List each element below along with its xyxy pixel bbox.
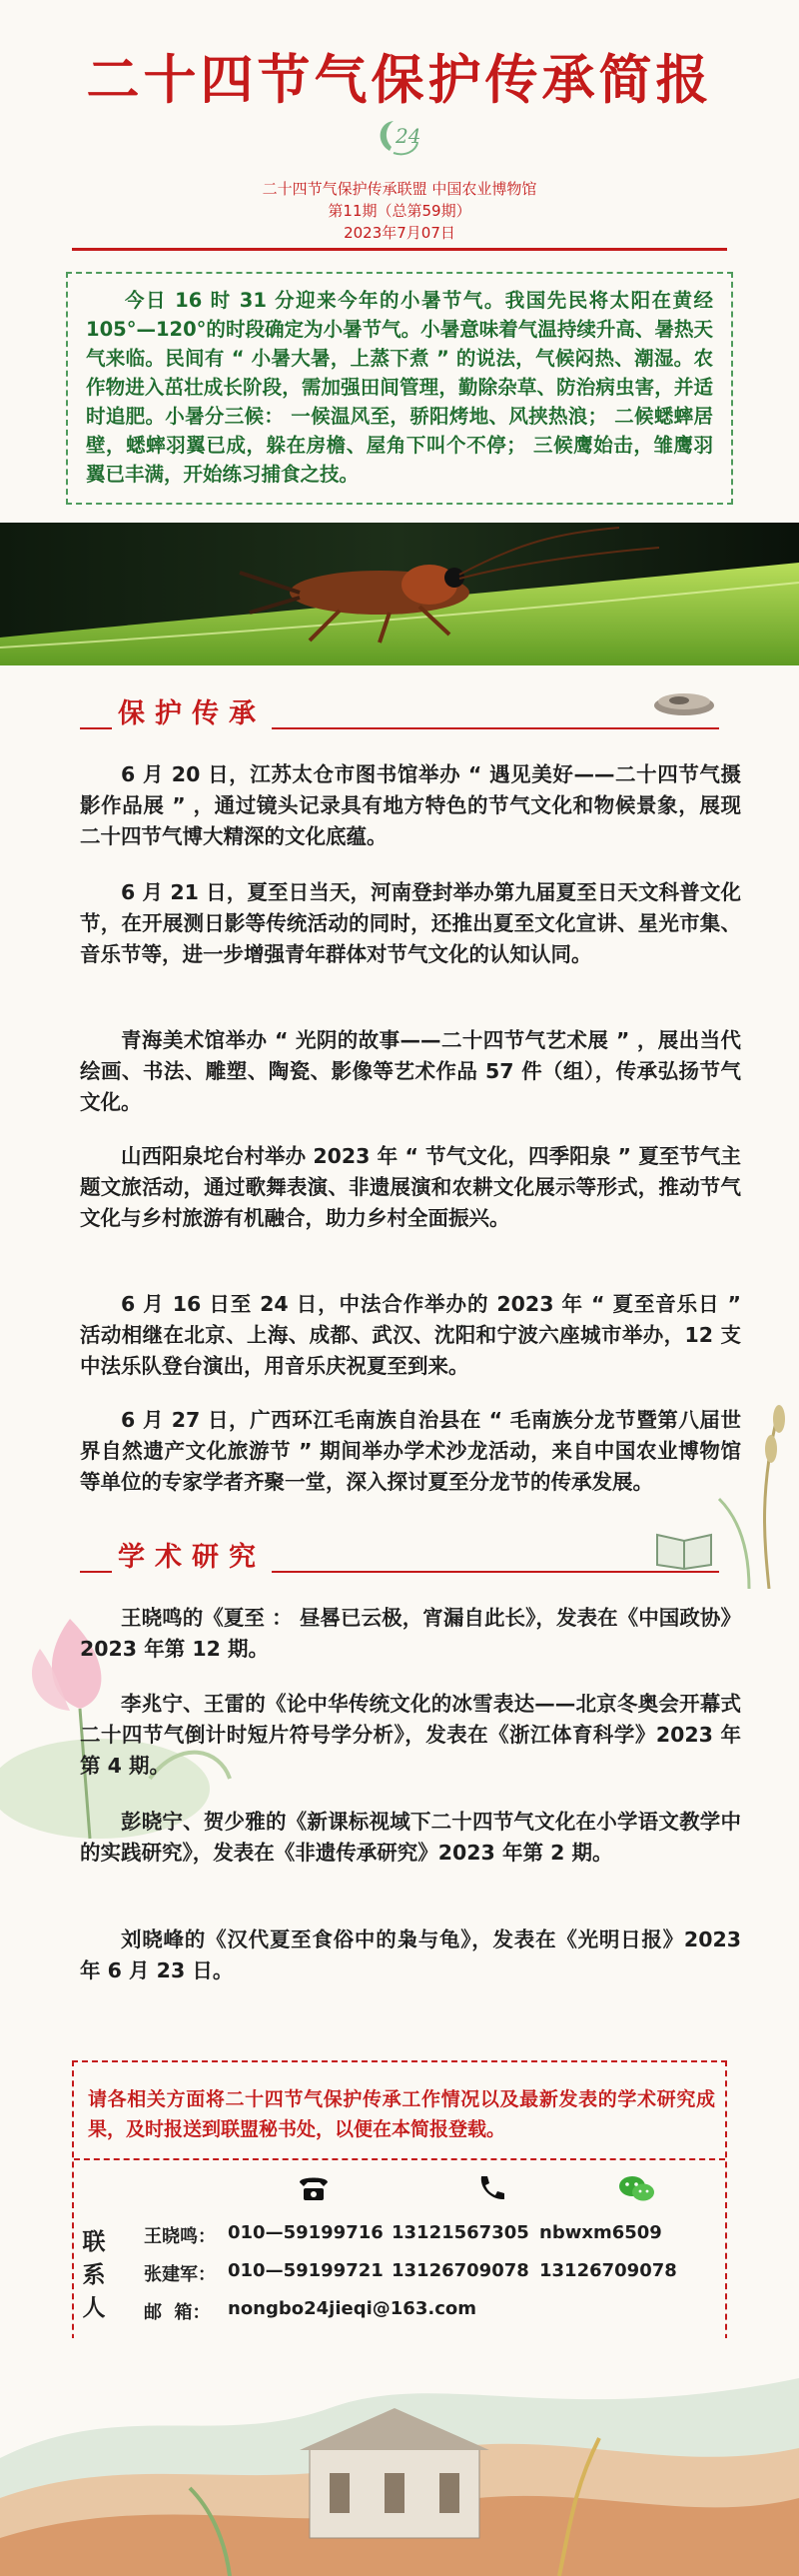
paragraph: 刘晓峰的《汉代夏至食俗中的枭与龟》，发表在《光明日报》2023 年 6 月 23 日。 [80,1928,741,1982]
paragraph: 青海美术馆举办 “ 光阴的故事——二十四节气艺术展 ” ，展出当代绘画、书法、雕塑、陶瓷、影像等艺术作品 57 件（组），传承弘扬节气文化。 [80,1028,741,1114]
contact-box: 请各相关方面将二十四节气保护传承工作情况以及最新发表的学术研究成果，及时报送到联盟秘书处，以便在本简报登载。 联 系 人 王晓鸣： 010—59199716 13121567305 nbwxm6509 张建军： 010—59199721 13126709078 13126709078 邮 箱： nongbo24jieqi@163.com [72,2060,727,2350]
section-title: 保护传承 [112,691,272,730]
jieqi-24-logo [372,113,431,163]
paragraph: 山西阳泉坨台村举办 2023 年 “ 节气文化，四季阳泉 ” 夏至节气主题文旅活动，通过歌舞表演、非遗展演和农耕文化展示等形式，推动节气文化与乡村旅游有机融合，助力乡村全面振兴。 [80,1144,741,1230]
cricket-banner-image [0,523,799,665]
section-header-research [80,1531,719,1581]
issue-date: 2023年7月07日 [344,224,455,242]
phone-icon [475,2172,507,2204]
section-title: 学术研究 [112,1535,272,1574]
paragraph: 李兆宁、王雷的《论中华传统文化的冰雪表达——北京冬奥会开幕式二十四节气倒计时短片符号学分析》，发表在《浙江体育科学》2023 年第 4 期。 [80,1692,741,1778]
landline-number: 010—59199721 [228,2260,384,2281]
issue-number: 第11期（总第59期） [328,202,471,220]
landscape-illustration [0,2338,799,2576]
mobile-number: 13121567305 [392,2222,529,2243]
header-divider [72,248,727,251]
intro-box: 今日 16 时 31 分迎来今年的小暑节气。我国先民将太阳在黄经 105°—120°的时段确定为小暑节气。小暑意味着气温持续升高、暑热天气来临。民间有 “ 小暑大暑，上蒸下煮 ” 的说法，气候闷热、潮湿。农作物进入茁壮成长阶段，需加强田间管理，勤除杂草、防治病虫害，并适时追肥。小暑分三候： 一候温风至，骄阳烤地、风挟热浪； 二候蟋蟀居壁，蟋蟀羽翼已成，躲在房檐、屋角下叫个不停； 三候鹰始击，雏鹰羽翼已丰满，开始练习捕食之技。 [66,272,733,505]
mobile-number: 13126709078 [392,2260,529,2281]
submission-notice: 请各相关方面将二十四节气保护传承工作情况以及最新发表的学术研究成果，及时报送到联盟秘书处，以便在本简报登载。 [88,2088,715,2140]
wechat-id: nbwxm6509 [539,2222,662,2243]
section-header-protection [80,687,719,737]
paragraph: 彭晓宁、贺少雅的《新课标视域下二十四节气文化在小学语文教学中的实践研究》，发表在《非遗传承研究》2023 年第 2 期。 [80,1810,741,1865]
paragraph: 王晓鸣的《夏至 ： 昼晷已云极，宵漏自此长》，发表在《中国政协》2023 年第 12 期。 [80,1606,741,1661]
contact-label: 联 系 人 [82,2229,106,2321]
publishers: 二十四节气保护传承联盟 中国农业博物馆 [262,180,537,198]
contact-divider [74,2158,725,2160]
book-icon [649,1525,719,1571]
email-address: nongbo24jieqi@163.com [228,2298,476,2319]
wechat-icon [617,2172,657,2206]
paragraph: 6 月 21 日，夏至日当天，河南登封举办第九届夏至日天文科普文化节，在开展测日影等传统活动的同时，还推出夏至文化宣讲、星光市集、音乐节等，进一步增强青年群体对节气文化的认知认同。 [80,880,741,966]
paragraph: 6 月 27 日，广西环江毛南族自治县在 “ 毛南族分龙节暨第八届世界自然遗产文化旅游节 ” 期间举办学术沙龙活动，来自中国农业博物馆等单位的专家学者齐聚一堂，深入探讨夏至分龙节的传承发展。 [80,1408,741,1494]
wechat-id: 13126709078 [539,2260,677,2281]
landline-number: 010—59199716 [228,2222,384,2243]
telephone-icon [296,2172,332,2204]
paragraph: 6 月 20 日，江苏太仓市图书馆举办 “ 遇见美好——二十四节气摄影作品展 ” ，通过镜头记录具有地方特色的节气文化和物候景象，展现二十四节气博大精深的文化底蕴。 [80,762,741,848]
wheat-decoration [709,1389,799,1589]
paragraph: 6 月 16 日至 24 日，中法合作举办的 2023 年 “ 夏至音乐日 ” 活动相继在北京、上海、成都、武汉、沈阳和宁波六座城市举办，12 支中法乐队登台演出，用音乐庆祝夏至到来。 [80,1292,741,1378]
page-title: 二十四节气保护传承简报 [86,49,713,111]
logo-number: 24 [396,124,421,148]
inkstone-icon [649,681,719,721]
